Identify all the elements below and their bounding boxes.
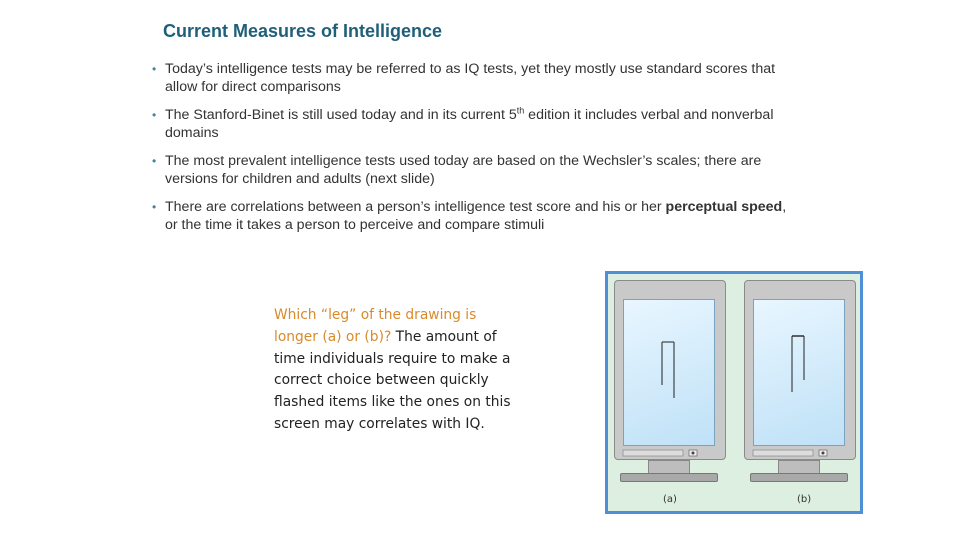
bullet-item [152, 153, 792, 188]
monitor-controls-icon [745, 446, 855, 460]
bullet-list [152, 61, 792, 245]
monitor-screen [753, 299, 845, 446]
monitor-neck [778, 460, 820, 474]
figure-caption [274, 305, 514, 436]
monitor-bezel [744, 280, 856, 460]
bullet-text: The Stanford-Binet is still used today and in its current 5 [165, 107, 517, 123]
stimulus-b-icon [754, 300, 844, 445]
monitor-controls-icon [615, 446, 725, 460]
bold-term: perceptual speed [665, 199, 783, 215]
figure-label-b: (b) [797, 494, 812, 505]
bullet-icon: • [152, 108, 157, 122]
monitor-neck [648, 460, 690, 474]
bullet-text: Today’s intelligence tests may be referred to as IQ tests, yet they mostly use standard scores that allow for direct comparisons [165, 61, 776, 95]
monitor-base [750, 473, 848, 482]
bullet-text: The most prevalent intelligence tests used today are based on the Wechsler’s scales; there are versions for children and adults (next slide) [165, 153, 762, 187]
bullet-icon: • [152, 154, 157, 168]
monitor-screen [623, 299, 715, 446]
caption-question: Which “leg” of the drawing is longer (a) or (b)? [274, 307, 477, 345]
bullet-text-cont: edition it includes verbal and nonverbal domains [165, 107, 774, 141]
figure-label-a: (a) [663, 494, 677, 505]
bullet-item [152, 107, 792, 142]
monitor-bezel [614, 280, 726, 460]
bullet-icon: • [152, 62, 157, 76]
bullet-text-cont: , or the time it takes a person to perceive and compare stimuli [165, 199, 787, 233]
bullet-icon: • [152, 200, 157, 214]
stimulus-a-icon [624, 300, 714, 445]
bullet-item [152, 61, 792, 96]
monitor-base [620, 473, 718, 482]
bullet-item [152, 199, 792, 234]
bullet-text: There are correlations between a person’s intelligence test score and his or her [165, 199, 666, 215]
superscript-th: th [516, 105, 525, 116]
perceptual-speed-figure [605, 271, 863, 514]
slide-title: Current Measures of Intelligence [163, 21, 443, 41]
caption-explanation: The amount of time individuals require to make a correct choice between quickly flashed items like the ones on this screen may correlates with IQ. [274, 328, 511, 432]
